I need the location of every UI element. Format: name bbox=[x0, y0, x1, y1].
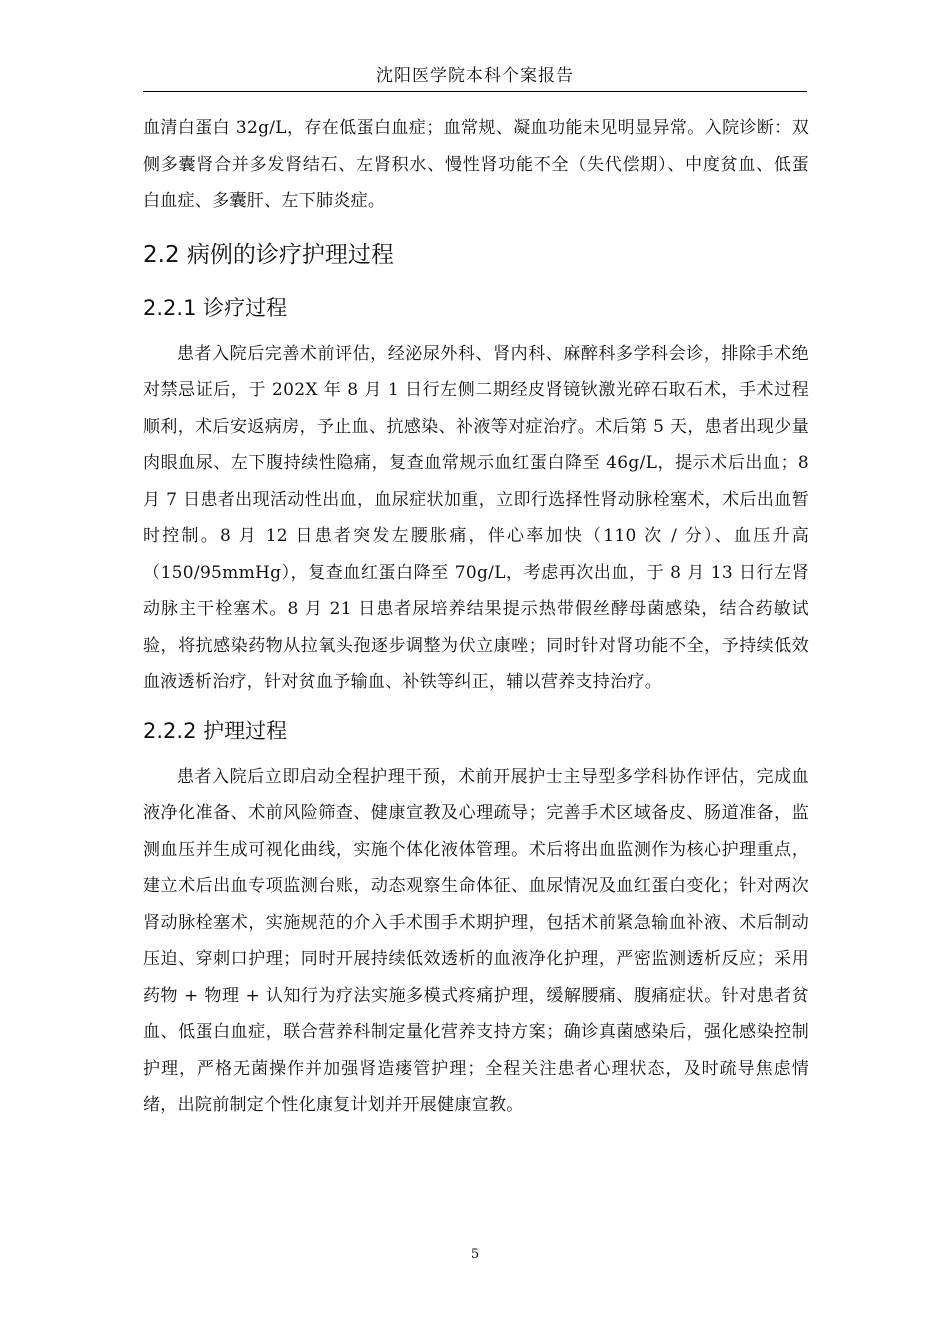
nursing-paragraph: 患者入院后立即启动全程护理干预，术前开展护士主导型多学科协作评估，完成血液净化准备、术前风险筛查、健康宣教及心理疏导；完善手术区域备皮、肠道准备，监测血压并生成可视化曲线，实施个体化液体管理。术后将出血监测作为核心护理重点，建立术后出血专项监测台账，动态观察生命体征、血尿情况及血红蛋白变化；针对两次肾动脉栓塞术，实施规范的介入手术围手术期护理，包括术前紧急输血补液、术后制动压迫、穿刺口护理；同时开展持续低效透析的血液净化护理，严密监测透析反应；采用药物 + 物理 + 认知行为疗法实施多模式疼痛护理，缓解腰痛、腹痛症状。针对患者贫血、低蛋白血症，联合营养科制定量化营养支持方案；确诊真菌感染后，强化感染控制护理，严格无菌操作并加强肾造瘘管护理；全程关注患者心理状态，及时疏导焦虑情绪，出院前制定个性化康复计划并开展健康宣教。 bbox=[143, 766, 809, 1115]
running-header: 沈阳医学院本科个案报告 bbox=[376, 66, 574, 86]
header-rule bbox=[143, 91, 807, 92]
page-number: 5 bbox=[470, 1247, 480, 1262]
subsection-heading-nursing: 2.2.2 护理过程 bbox=[143, 718, 288, 743]
continuation-paragraph: 血清白蛋白 32g/L，存在低蛋白血症；血常规、凝血功能未见明显异常。入院诊断：双侧多囊肾合并多发肾结石、左肾积水、慢性肾功能不全（失代偿期）、中度贫血、低蛋白血症、多囊肝、左下肺炎症。 bbox=[143, 118, 809, 211]
diagnosis-paragraph: 患者入院后完善术前评估，经泌尿外科、肾内科、麻醉科多学科会诊，排除手术绝对禁忌证后，于 202X 年 8 月 1 日行左侧二期经皮肾镜钬激光碎石取石术，手术过程顺利，术后安返病房，予止血、抗感染、补液等对症治疗。术后第 5 天，患者出现少量肉眼血尿、左下腹持续性隐痛，复查血常规示血红蛋白降至 46g/L，提示术后出血；8 月 7 日患者出现活动性出血，血尿症状加重，立即行选择性肾动脉栓塞术，术后出血暂时控制。8 月 12 日患者突发左腰胀痛，伴心率加快（110 次 / 分）、血压升高（150/95mmHg），复查血红蛋白降至 70g/L，考虑再次出血，于 8 月 13 日行左肾动脉主干栓塞术。8 月 21 日患者尿培养结果提示热带假丝酵母菌感染，结合药敏试验，将抗感染药物从拉氧头孢逐步调整为伏立康唑；同时针对肾功能不全，予持续低效血液透析治疗，针对贫血予输血、补铁等纠正，辅以营养支持治疗。 bbox=[143, 343, 809, 692]
section-heading: 2.2 病例的诊疗护理过程 bbox=[143, 241, 394, 268]
subsection-heading-diagnosis: 2.2.1 诊疗过程 bbox=[143, 295, 288, 320]
page-content bbox=[143, 110, 809, 1124]
